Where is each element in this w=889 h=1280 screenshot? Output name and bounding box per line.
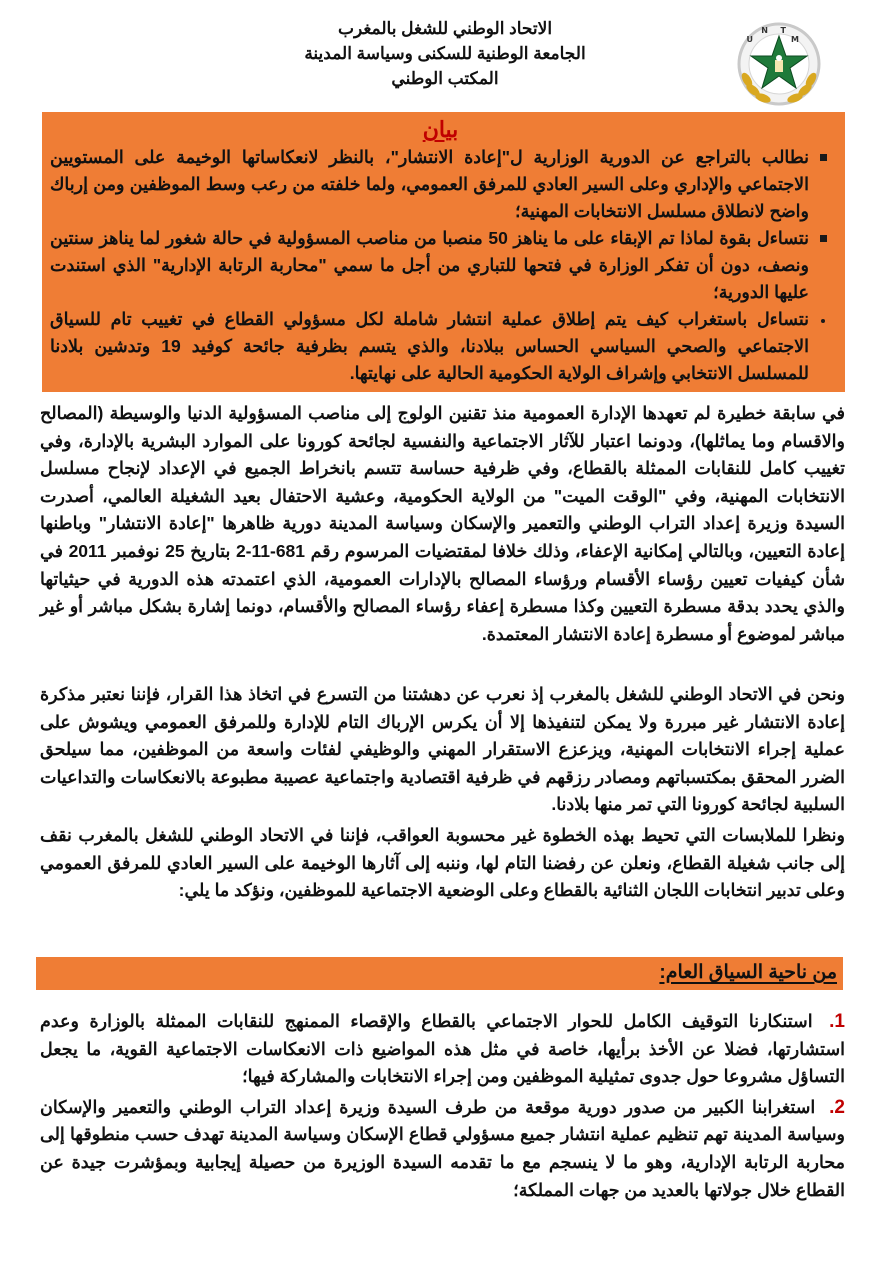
- svg-text:U: U: [746, 35, 753, 44]
- item-number: 2.: [829, 1096, 845, 1118]
- office-name: المكتب الوطني: [391, 69, 499, 88]
- untm-emblem-icon: [733, 20, 825, 112]
- item-number: 1.: [829, 1011, 845, 1032]
- square-bullet-icon: [820, 154, 827, 161]
- statement-item: [50, 225, 831, 306]
- organization-titles: [230, 16, 660, 91]
- numbered-list: [40, 1008, 845, 1207]
- statement-item: [50, 306, 831, 387]
- dot-bullet-icon: [821, 319, 825, 323]
- numbered-item-text: استنكارنا التوقيف الكامل للحوار الاجتماعي بالقطاع والإقصاء الممنهج للنقابات الممثلة بالوزارة وعدم استشارتها، فضلا عن الأخذ برأيها، خاصة في مثل هذه المواضيع ذات الانعكاسات الاجتماعية القوية، ما يجعل التساؤل مشروعا حول جدوى تمثيلية الموظفين ومن إجراء الانتخابات والمشاركة فيها؛: [40, 1011, 845, 1087]
- numbered-item-text: استغرابنا الكبير من صدور دورية موقعة من طرف السيدة وزيرة إعداد التراب الوطني والتعمير والإسكان وسياسة المدينة تهم تنظيم عملية انتشار جميع مسؤولي قطاع الإسكان وسياسة المدينة تهدف حسب منطوقها إلى محاربة الرتابة الإدارية، وهو ما لا ينسجم مع ما تقدمه السيدة الوزيرة من حصيلة إيجابية وبمؤشرت جيدة عن القطاع خلال جولاتها بالعديد من جهات المملكة؛: [40, 1096, 845, 1200]
- statement-box: [42, 112, 845, 392]
- section-title: من ناحية السياق العام:: [659, 962, 837, 983]
- org-name: الاتحاد الوطني للشغل بالمغرب: [337, 19, 553, 38]
- numbered-item: [40, 1094, 845, 1204]
- statement-title: بيان: [422, 117, 459, 142]
- body-paragraph: ونظرا للملابسات التي تحيط بهذه الخطوة غير محسوبة العواقب، فإننا في الاتحاد الوطني للشغل بالمغرب نقف إلى جانب شغيلة القطاع، ونعلن عن رفضنا التام لها، وننبه إلى آثارها الوخيمة على السير العادي للمرفق العمومي وعلى تدبير انتخابات اللجان الثنائية بالقطاع وعلى الوضعية الاجتماعية للموظفين، ونؤكد ما يلي:: [40, 825, 845, 901]
- statement-item-text: نطالب بالتراجع عن الدورية الوزارية ل"إعادة الانتشار"، بالنظر لانعكاساتها الوخيمة على المستويين الاجتماعي والإداري وعلى السير العادي للمرفق العمومي، ولما خلفته من رعب وسط الموظفين ومن إرباك واضح لانطلاق مسلسل الانتخابات المهنية؛: [50, 147, 809, 221]
- section-heading-bar: [36, 957, 843, 990]
- square-bullet-icon: [820, 235, 827, 242]
- svg-text:M: M: [791, 35, 799, 44]
- statement-item: [50, 144, 831, 225]
- numbered-item: [40, 1008, 845, 1091]
- statement-item-text: نتساءل بقوة لماذا تم الإبقاء على ما يناهز 50 منصبا من مناصب المسؤولية في حالة شغور لما يناهز سنتين ونصف، دون أن تفكر الوزارة في فتحها للتباري من أجل ما سمي "محاربة الرتابة الإدارية" الذي استندت عليها الدورية؛: [50, 228, 809, 302]
- svg-text:N: N: [761, 26, 768, 35]
- body-paragraph: في سابقة خطيرة لم تعهدها الإدارة العمومية منذ تقنين الولوج إلى مناصب المسؤولية الدنيا والوسيطة (المصالح والاقسام وما يماثلها)، ودونما اعتبار للآثار الاجتماعية والنفسية لجائحة كورونا على الموارد البشرية بالإدارة، وفي تغييب كامل للنقابات الممثلة بالقطاع، وفي ظرفية حساسة تتسم بانخراط الجميع في الإعداد لإنجاح مسلسل الانتخابات المهنية، وفي "الوقت الميت" من الولاية الحكومية، وعشية الاحتفال بعيد الشغيلة العالمي، أصدرت السيدة وزيرة إعداد التراب الوطني والتعمير والإسكان وسياسة المدينة دورية ظاهرها "إعادة الانتشار" وباطنها إعادة التعيين، وبالتالي إمكانية الإعفاء، وذلك خلافا لمقتضيات المرسوم رقم 681-11-2 بتاريخ 25 نوفمبر 2011 في شأن كيفيات تعيين رؤساء الأقسام ورؤساء المصالح بالإدارات العمومية، الذي اعتمدته هذه الدورية في حيثياتها والذي يحدد بدقة مسطرة التعيين وكذا مسطرة إعفاء رؤساء المصالح والأقسام، دونما إشارة بشكل مباشر أو غير مباشر لموضوع أو مسطرة إعادة الانتشار المعتمدة.: [40, 403, 845, 644]
- body-paragraph: ونحن في الاتحاد الوطني للشغل بالمغرب إذ نعرب عن دهشتنا من التسرع في اتخاذ هذا القرار، فإننا نعتبر مذكرة إعادة الانتشار غير مبررة ولا يمكن لتنفيذها إلا أن يكرس الإرباك التام للإدارة وللمرفق العمومي ويشوش على عملية إجراء الانتخابات المهنية، ويزعزع الاستقرار المهني والوظيفي لفئات واسعة من الموظفين، مما سيلحق الضرر المحقق بمكتسباتهم ومصادر رزقهم في ظرفية اقتصادية واجتماعية عصيبة مطبوعة بالانعكاسات والتداعيات السلبية لجائحة كورونا التي تمر منها بلادنا.: [40, 684, 845, 815]
- statement-list: [50, 144, 831, 387]
- letterhead: [0, 14, 889, 110]
- svg-text:T: T: [780, 26, 786, 35]
- federation-name: الجامعة الوطنية للسكنى وسياسة المدينة: [304, 44, 586, 63]
- statement-item-text: نتساءل باستغراب كيف يتم إطلاق عملية انتشار شاملة لكل مسؤولي القطاع في تغييب تام للسياق الاجتماعي والصحي السياسي الحساس ببلادنا، والذي يتسم بظرفية جائحة كوفيد 19 وتدشين بلادنا للمسلسل الانتخابي وإشراف الولاية الحكومية الحالية على نهايتها.: [50, 309, 809, 383]
